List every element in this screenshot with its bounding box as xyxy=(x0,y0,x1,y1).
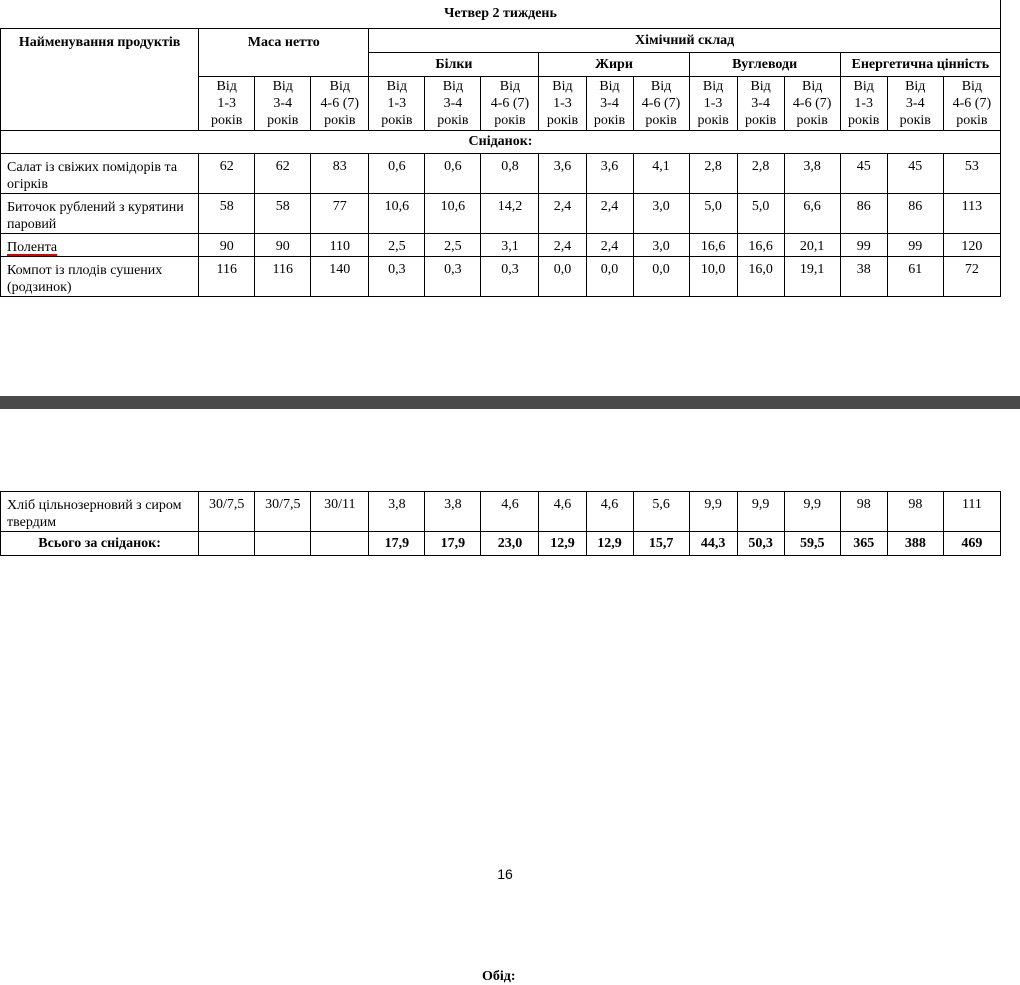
value-cell: 16,6 xyxy=(737,234,784,257)
value-cell: 86 xyxy=(840,194,887,234)
value-cell: 0,0 xyxy=(633,257,689,297)
product-name: Компот із плодів сушених (родзинок) xyxy=(1,257,199,297)
age-header-line: Від xyxy=(442,79,464,94)
value-cell: 98 xyxy=(887,492,943,532)
age-header-line: років xyxy=(211,113,243,128)
value-cell: 45 xyxy=(887,154,943,194)
value-cell: 0,8 xyxy=(481,154,539,194)
value-cell: 6,6 xyxy=(784,194,840,234)
total-value-cell xyxy=(311,532,369,556)
table-row xyxy=(1,194,1001,234)
product-name: Полента xyxy=(1,234,199,257)
age-header-line: років xyxy=(593,113,626,128)
age-header-line: 1-3 xyxy=(387,96,407,111)
value-cell: 99 xyxy=(840,234,887,257)
age-header-line: 1-3 xyxy=(854,96,874,111)
age-header-line: 4-6 (7) xyxy=(490,96,530,111)
age-header-cell xyxy=(199,77,255,131)
page-title: Четвер 2 тиждень xyxy=(1,0,1001,29)
age-header-line: Від xyxy=(702,79,724,94)
value-cell: 83 xyxy=(311,154,369,194)
value-cell: 0,3 xyxy=(369,257,425,297)
age-header-line: років xyxy=(645,113,677,128)
value-cell: 3,8 xyxy=(425,492,481,532)
age-header-line: Від xyxy=(386,79,408,94)
age-header-cell xyxy=(887,77,943,131)
total-value-cell: 15,7 xyxy=(633,532,689,556)
value-cell: 20,1 xyxy=(784,234,840,257)
age-header-line: Від xyxy=(801,79,823,94)
page-number: 16 xyxy=(497,866,513,882)
value-cell: 16,0 xyxy=(737,257,784,297)
age-header-cell xyxy=(425,77,481,131)
age-header-line: Від xyxy=(650,79,672,94)
age-header-line: 3-4 xyxy=(751,96,770,111)
age-header-cell xyxy=(737,77,784,131)
total-label: Всього за сніданок: xyxy=(1,532,199,556)
age-header-line: років xyxy=(899,113,931,128)
age-header-line: років xyxy=(381,113,413,128)
value-cell: 4,1 xyxy=(633,154,689,194)
value-cell: 110 xyxy=(311,234,369,257)
value-cell: 3,1 xyxy=(481,234,539,257)
value-cell: 116 xyxy=(255,257,311,297)
age-header-cell xyxy=(840,77,887,131)
nutrition-table-bottom xyxy=(0,491,1001,556)
age-header-cell xyxy=(943,77,1000,131)
age-header-cell xyxy=(481,77,539,131)
age-header-line: Від xyxy=(329,79,350,94)
age-header-line: років xyxy=(848,113,880,128)
value-cell: 0,0 xyxy=(586,257,633,297)
value-cell: 90 xyxy=(199,234,255,257)
value-cell: 10,6 xyxy=(369,194,425,234)
nutrition-table-top xyxy=(0,0,1001,297)
document-page-bottom xyxy=(0,409,1020,984)
value-cell: 3,0 xyxy=(633,234,689,257)
age-header-line: Від xyxy=(961,79,983,94)
value-cell: 38 xyxy=(840,257,887,297)
header-fats: Жири xyxy=(539,53,689,77)
value-cell: 77 xyxy=(311,194,369,234)
age-header-cell xyxy=(369,77,425,131)
age-header-line: Від xyxy=(599,79,620,94)
value-cell: 16,6 xyxy=(689,234,737,257)
age-header-line: Від xyxy=(853,79,874,94)
value-cell: 99 xyxy=(887,234,943,257)
age-header-cell xyxy=(586,77,633,131)
value-cell: 116 xyxy=(199,257,255,297)
header-mass: Маса нетто xyxy=(199,29,369,77)
value-cell: 86 xyxy=(887,194,943,234)
value-cell: 0,6 xyxy=(425,154,481,194)
total-row xyxy=(1,532,1001,556)
table-row xyxy=(1,154,1001,194)
value-cell: 58 xyxy=(199,194,255,234)
value-cell: 2,5 xyxy=(369,234,425,257)
value-cell: 3,6 xyxy=(539,154,586,194)
age-header-line: Від xyxy=(499,79,521,94)
value-cell: 10,0 xyxy=(689,257,737,297)
age-header-line: Від xyxy=(905,79,926,94)
table-row xyxy=(1,257,1001,297)
age-header-line: 1-3 xyxy=(553,96,572,111)
total-value-cell xyxy=(255,532,311,556)
value-cell: 140 xyxy=(311,257,369,297)
value-cell: 120 xyxy=(943,234,1000,257)
age-header-cell xyxy=(311,77,369,131)
value-cell: 2,4 xyxy=(539,234,586,257)
value-cell: 2,4 xyxy=(539,194,586,234)
header-product: Найменування продуктів xyxy=(1,29,199,131)
next-section-label: Обід: xyxy=(482,969,516,984)
age-header-line: Від xyxy=(552,79,573,94)
age-header-line: Від xyxy=(750,79,771,94)
value-cell: 53 xyxy=(943,154,1000,194)
value-cell: 5,6 xyxy=(633,492,689,532)
age-header-cell xyxy=(539,77,586,131)
age-header-line: років xyxy=(697,113,729,128)
value-cell: 5,0 xyxy=(737,194,784,234)
value-cell: 2,8 xyxy=(737,154,784,194)
age-header-line: років xyxy=(796,113,828,128)
value-cell: 30/7,5 xyxy=(255,492,311,532)
header-energy: Енергетична цінність xyxy=(840,53,1000,77)
value-cell: 2,4 xyxy=(586,194,633,234)
value-cell: 72 xyxy=(943,257,1000,297)
value-cell: 111 xyxy=(943,492,1000,532)
age-header-line: 4-6 (7) xyxy=(792,96,832,111)
total-value-cell xyxy=(199,532,255,556)
total-value-cell: 50,3 xyxy=(737,532,784,556)
value-cell: 62 xyxy=(255,154,311,194)
table-row xyxy=(1,234,1001,257)
value-cell: 113 xyxy=(943,194,1000,234)
age-header-line: років xyxy=(546,113,579,128)
total-value-cell: 388 xyxy=(887,532,943,556)
page-separator xyxy=(0,396,1020,409)
value-cell: 90 xyxy=(255,234,311,257)
age-header-line: років xyxy=(437,113,469,128)
value-cell: 19,1 xyxy=(784,257,840,297)
value-cell: 45 xyxy=(840,154,887,194)
total-value-cell: 59,5 xyxy=(784,532,840,556)
value-cell: 0,6 xyxy=(369,154,425,194)
age-header-line: 4-6 (7) xyxy=(641,96,681,111)
age-header-cell xyxy=(255,77,311,131)
age-header-line: років xyxy=(324,113,356,128)
total-value-cell: 44,3 xyxy=(689,532,737,556)
value-cell: 3,8 xyxy=(369,492,425,532)
value-cell: 0,3 xyxy=(481,257,539,297)
value-cell: 5,0 xyxy=(689,194,737,234)
product-name: Хліб цільнозерновий з сиром твердим xyxy=(1,492,199,532)
value-cell: 3,6 xyxy=(586,154,633,194)
table-row xyxy=(1,492,1001,532)
age-header-line: 4-6 (7) xyxy=(952,96,992,111)
value-cell: 62 xyxy=(199,154,255,194)
value-cell: 2,8 xyxy=(689,154,737,194)
header-carbs: Вуглеводи xyxy=(689,53,840,77)
header-chem: Хімічний склад xyxy=(369,29,1001,53)
age-header-line: років xyxy=(744,113,777,128)
value-cell: 3,8 xyxy=(784,154,840,194)
age-header-line: 3-4 xyxy=(273,96,293,111)
value-cell: 58 xyxy=(255,194,311,234)
value-cell: 4,6 xyxy=(539,492,586,532)
age-header-line: 4-6 (7) xyxy=(320,96,360,111)
value-cell: 61 xyxy=(887,257,943,297)
value-cell: 0,3 xyxy=(425,257,481,297)
age-header-line: років xyxy=(267,113,299,128)
value-cell: 2,5 xyxy=(425,234,481,257)
total-value-cell: 12,9 xyxy=(539,532,586,556)
age-header-cell xyxy=(689,77,737,131)
age-header-line: Від xyxy=(272,79,293,94)
age-header-cell xyxy=(633,77,689,131)
total-value-cell: 469 xyxy=(943,532,1000,556)
value-cell: 98 xyxy=(840,492,887,532)
total-value-cell: 17,9 xyxy=(425,532,481,556)
value-cell: 14,2 xyxy=(481,194,539,234)
age-header-line: 1-3 xyxy=(703,96,723,111)
age-header-cell xyxy=(784,77,840,131)
value-cell: 30/11 xyxy=(311,492,369,532)
header-proteins: Білки xyxy=(369,53,539,77)
age-header-line: 3-4 xyxy=(600,96,619,111)
total-value-cell: 23,0 xyxy=(481,532,539,556)
value-cell: 9,9 xyxy=(737,492,784,532)
value-cell: 9,9 xyxy=(784,492,840,532)
age-header-line: років xyxy=(494,113,526,128)
value-cell: 4,6 xyxy=(481,492,539,532)
document-page-top xyxy=(0,0,1020,396)
age-header-line: 3-4 xyxy=(443,96,463,111)
total-value-cell: 17,9 xyxy=(369,532,425,556)
value-cell: 9,9 xyxy=(689,492,737,532)
section-breakfast: Сніданок: xyxy=(1,131,1001,154)
total-value-cell: 12,9 xyxy=(586,532,633,556)
value-cell: 2,4 xyxy=(586,234,633,257)
age-header-line: 1-3 xyxy=(217,96,237,111)
age-header-line: Від xyxy=(216,79,237,94)
product-name: Салат із свіжих помідорів та огірків xyxy=(1,154,199,194)
value-cell: 10,6 xyxy=(425,194,481,234)
value-cell: 3,0 xyxy=(633,194,689,234)
age-header-line: 3-4 xyxy=(905,96,925,111)
total-value-cell: 365 xyxy=(840,532,887,556)
value-cell: 4,6 xyxy=(586,492,633,532)
value-cell: 30/7,5 xyxy=(199,492,255,532)
age-header-line: років xyxy=(956,113,988,128)
product-name: Биточок рублений з курятини паровий xyxy=(1,194,199,234)
value-cell: 0,0 xyxy=(539,257,586,297)
